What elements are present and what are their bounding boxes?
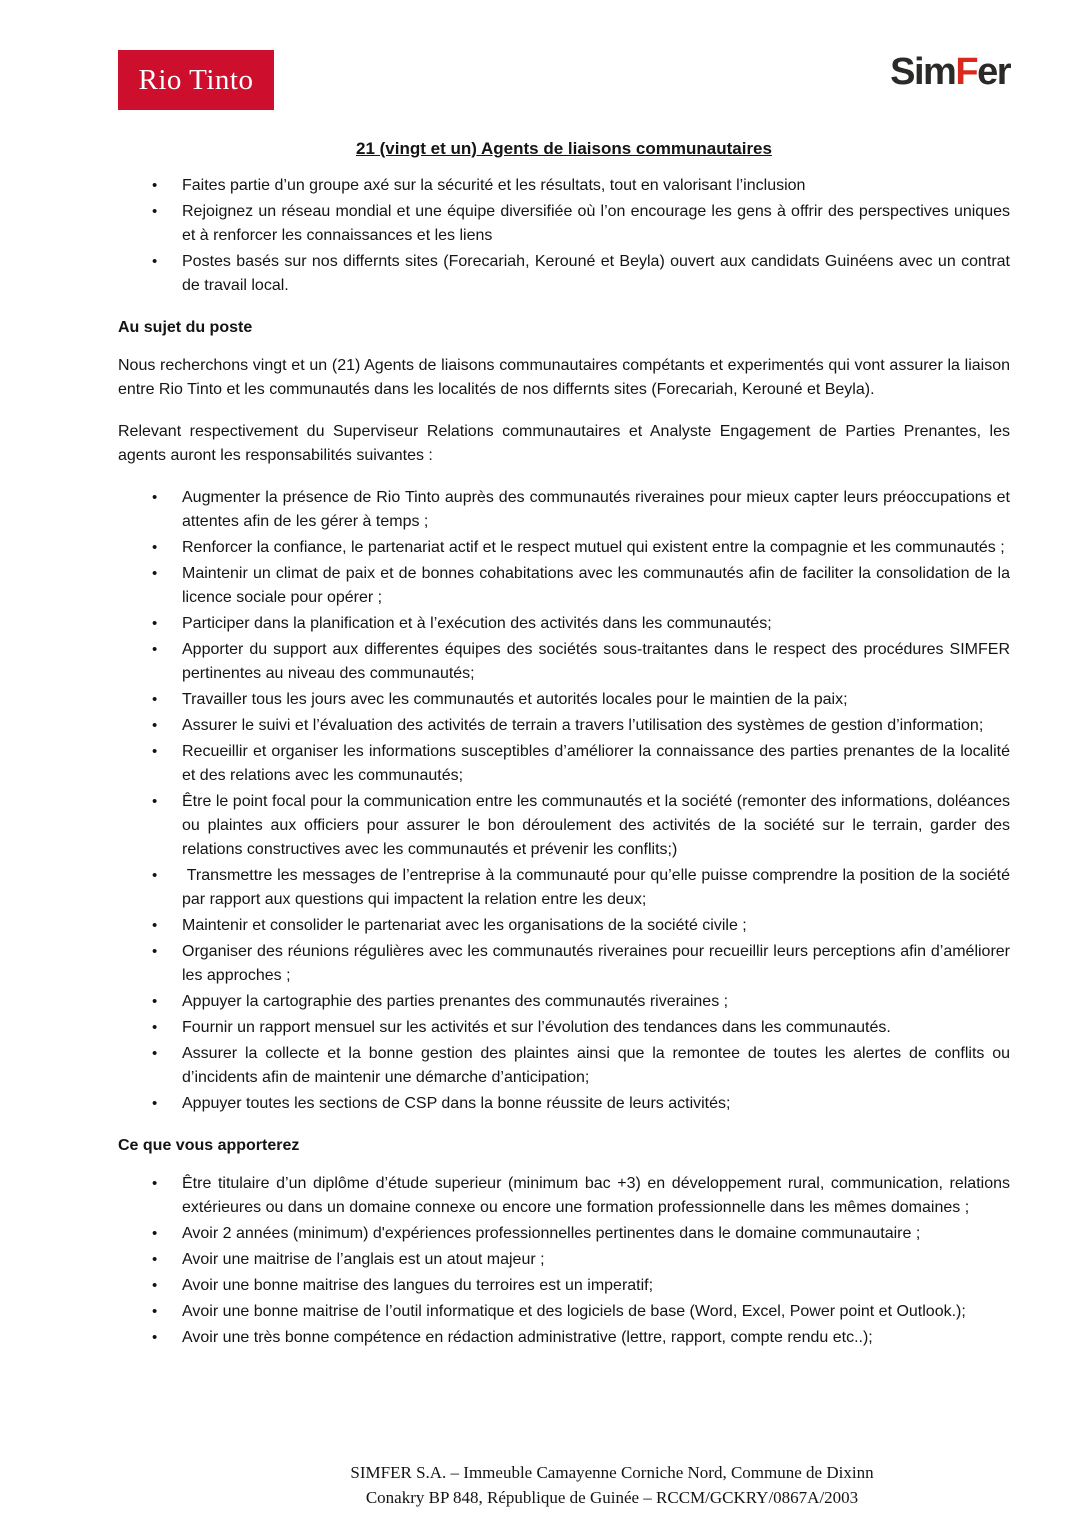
list-item: • Assurer la collecte et la bonne gestion des plaintes ainsi que la remontee de toutes les alertes de conflits ou d’incidents afin de maintenir une démarche d’anticipation; [118,1042,1010,1090]
list-item: • Avoir une très bonne compétence en rédaction administrative (lettre, rapport, compte rendu etc..); [118,1326,1010,1350]
simfer-logo-part1: Sim [890,51,956,93]
list-item: • Être le point focal pour la communication entre les communautés et la société (remonter des informations, doléances ou plaintes aux officiers pour assurer le bon déroulement des activités de la société sur le terrain, garder des relations constructives avec les communautés et prévenir les conflits;) [118,790,1010,862]
list-item: • Avoir une bonne maitrise des langues du terroires est un imperatif; [118,1274,1010,1298]
list-item: • Faites partie d’un groupe axé sur la sécurité et les résultats, tout en valorisant l’inclusion [118,174,1010,198]
list-item: • Organiser des réunions régulières avec les communautés riveraines pour recueillir leurs perceptions afin d’améliorer les approches ; [118,940,1010,988]
about-paragraph-2: Relevant respectivement du Superviseur Relations communautaires et Analyste Engagement de Parties Prenantes, les agents auront les responsabilités suivantes : [118,423,1010,464]
list-item: • Appuyer la cartographie des parties prenantes des communautés riveraines ; [118,990,1010,1014]
list-item: • Assurer le suivi et l’évaluation des activités de terrain a travers l’utilisation des systèmes de gestion d’information; [118,714,1010,738]
section-heading-about: Au sujet du poste [118,319,253,336]
list-item: • Travailler tous les jours avec les communautés et autorités locales pour le maintien de la paix; [118,688,1010,712]
simfer-logo-part2: F [955,51,978,93]
list-item: • Appuyer toutes les sections de CSP dans la bonne réussite de leurs activités; [118,1092,1010,1116]
list-item: • Maintenir un climat de paix et de bonnes cohabitations avec les communautés afin de faciliter la consolidation de la licence sociale pour opérer ; [118,562,1010,610]
list-item: • Avoir une maitrise de l’anglais est un atout majeur ; [118,1248,1010,1272]
about-paragraph-1: Nous recherchons vingt et un (21) Agents de liaisons communautaires compétants et experimentés qui vont assurer la liaison entre Rio Tinto et les communautés dans les localités de nos differnts sites (Forecariah, Kerouné et Beyla). [118,357,1010,398]
riotinto-logo-text: Rio Tinto [138,64,254,96]
document-header [118,50,1010,116]
list-item: • Avoir 2 années (minimum) d'expériences professionnelles pertinentes dans le domaine communautaire ; [118,1222,1010,1246]
list-item: • Postes basés sur nos differnts sites (Forecariah, Kerouné et Beyla) ouvert aux candidats Guinéens avec un contrat de travail local. [118,250,1010,298]
footer-address-line2: Conakry BP 848, République de Guinée – RCCM/GCKRY/0867A/2003 [365,1488,859,1507]
responsibilities-list [118,486,1010,1116]
list-item: • Renforcer la confiance, le partenariat actif et le respect mutuel qui existent entre la compagnie et les communautés ; [118,536,1010,560]
simfer-logo [890,52,1010,92]
page-title: 21 (vingt et un) Agents de liaisons communautaires [356,139,772,158]
footer-address-line1: SIMFER S.A. – Immeuble Camayenne Corniche Nord, Commune de Dixinn [350,1463,874,1482]
list-item: • Transmettre les messages de l’entreprise à la communauté pour qu’elle puisse comprendre la position de la société par rapport aux questions qui impactent la relation entre les deux; [118,864,1010,912]
list-item: • Apporter du support aux differentes équipes des sociétés sous-traitantes dans le respect des procédures SIMFER pertinentes au niveau des communautés; [118,638,1010,686]
list-item: • Avoir une bonne maitrise de l’outil informatique et des logiciels de base (Word, Excel, Power point et Outlook.); [118,1300,1010,1324]
document-footer [138,1460,1086,1510]
requirements-list [118,1172,1010,1350]
list-item: • Participer dans la planification et à l’exécution des activités dans les communautés; [118,612,1010,636]
intro-bullet-list [118,174,1010,298]
simfer-logo-part3: er [977,51,1010,93]
list-item: • Maintenir et consolider le partenariat avec les organisations de la société civile ; [118,914,1010,938]
list-item: • Rejoignez un réseau mondial et une équipe diversifiée où l’on encourage les gens à offrir des perspectives uniques et à renforcer les connaissances et les liens [118,200,1010,248]
list-item: • Augmenter la présence de Rio Tinto auprès des communautés riveraines pour mieux capter leurs préoccupations et attentes afin de les gérer à temps ; [118,486,1010,534]
list-item: • Fournir un rapport mensuel sur les activités et sur l’évolution des tendances dans les communautés. [118,1016,1010,1040]
list-item: • Recueillir et organiser les informations susceptibles d’améliorer la connaissance des parties prenantes de la localité et des relations avec les communautés; [118,740,1010,788]
list-item: • Être titulaire d’un diplôme d’étude superieur (minimum bac +3) en développement rural, communication, relations extérieures ou dans un domaine connexe ou encore une formation professionnelle dans les mêmes domaines ; [118,1172,1010,1220]
section-heading-requirements: Ce que vous apporterez [118,1137,300,1154]
riotinto-logo [118,50,274,110]
